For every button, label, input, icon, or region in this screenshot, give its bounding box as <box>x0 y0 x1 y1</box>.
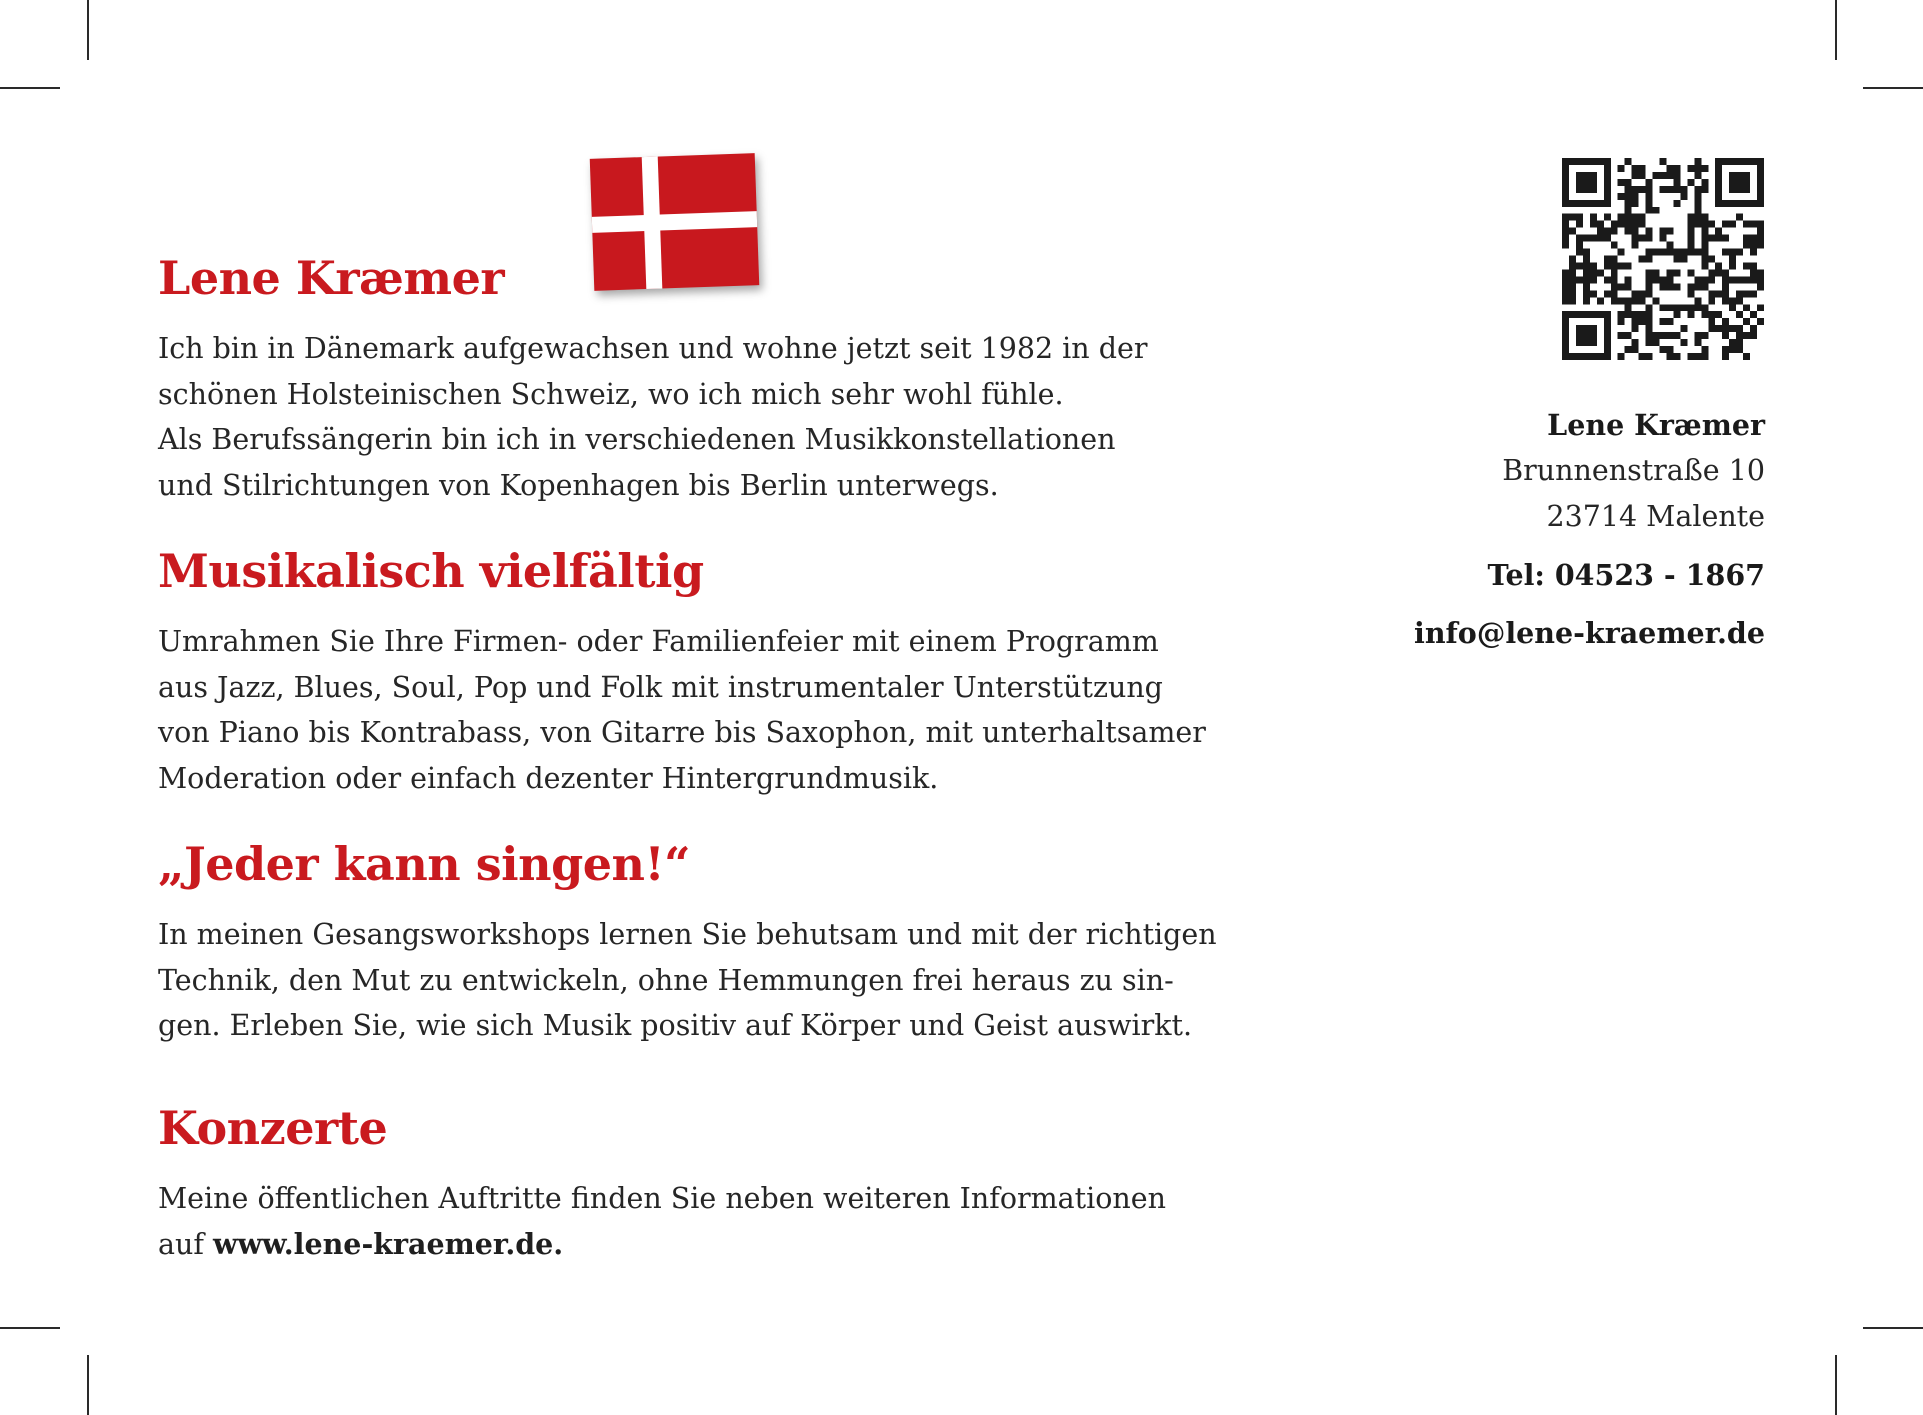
intro-line: Als Berufssängerin bin ich in verschiedenen Musikkonstellationen <box>158 423 1116 456</box>
music-line: aus Jazz, Blues, Soul, Pop und Folk mit instrumentaler Unterstützung <box>158 670 1163 704</box>
intro-line: und Stilrichtungen von Kopenhagen bis Berlin unterwegs. <box>158 468 999 502</box>
concerts-paragraph <box>158 1176 1338 1267</box>
contact-block <box>1414 402 1765 656</box>
crop-mark <box>87 0 89 60</box>
crop-mark <box>0 87 60 89</box>
danish-flag-icon <box>590 153 760 291</box>
concerts-line <box>158 1222 1338 1268</box>
music-line: Moderation oder einfach dezenter Hintergrundmusik. <box>158 761 939 795</box>
concerts-prefix: auf <box>158 1227 213 1261</box>
intro-paragraph <box>158 326 1338 508</box>
crop-mark <box>87 1355 89 1415</box>
workshop-line: In meinen Gesangsworkshops lernen Sie behutsam und mit der richtigen <box>158 918 1217 951</box>
crop-mark <box>1835 1355 1837 1415</box>
contact-name: Lene Kræmer <box>1547 408 1765 442</box>
crop-mark <box>1835 0 1837 60</box>
workshop-heading: „Jeder kann singen!“ <box>158 837 691 891</box>
music-line: Umrahmen Sie Ihre Firmen- oder Familienfeier mit einem Programm <box>158 625 1159 658</box>
contact-city: 23714 Malente <box>1546 500 1765 533</box>
workshop-line: gen. Erleben Sie, wie sich Musik positiv auf Körper und Geist auswirkt. <box>158 1009 1193 1042</box>
website-link[interactable]: www.lene-kraemer.de. <box>212 1226 564 1261</box>
concerts-line: Meine öffentlichen Auftritte finden Sie neben weiteren Informationen <box>158 1182 1166 1215</box>
crop-mark <box>1863 1327 1923 1329</box>
intro-line: Ich bin in Dänemark aufgewachsen und wohne jetzt seit 1982 in der <box>158 332 1148 365</box>
contact-phone: Tel: 04523 - 1867 <box>1487 558 1765 592</box>
music-line: von Piano bis Kontrabass, von Gitarre bis Saxophon, mit unterhaltsamer <box>158 716 1206 749</box>
music-paragraph <box>158 619 1338 801</box>
name-heading: Lene Kræmer <box>158 251 505 305</box>
intro-line: schönen Holsteinischen Schweiz, wo ich mich sehr wohl fühle. <box>158 377 1064 411</box>
workshop-line: Technik, den Mut zu entwickeln, ohne Hemmungen frei heraus zu sin- <box>158 963 1174 997</box>
workshop-paragraph <box>158 912 1338 1049</box>
crop-mark <box>1863 87 1923 89</box>
music-heading: Musikalisch vielfältig <box>158 544 704 598</box>
contact-street: Brunnenstraße 10 <box>1502 454 1765 487</box>
concerts-heading: Konzerte <box>158 1101 388 1155</box>
contact-email[interactable]: info@lene-kraemer.de <box>1414 616 1765 650</box>
qr-code-icon <box>1562 158 1764 360</box>
crop-mark <box>0 1327 60 1329</box>
